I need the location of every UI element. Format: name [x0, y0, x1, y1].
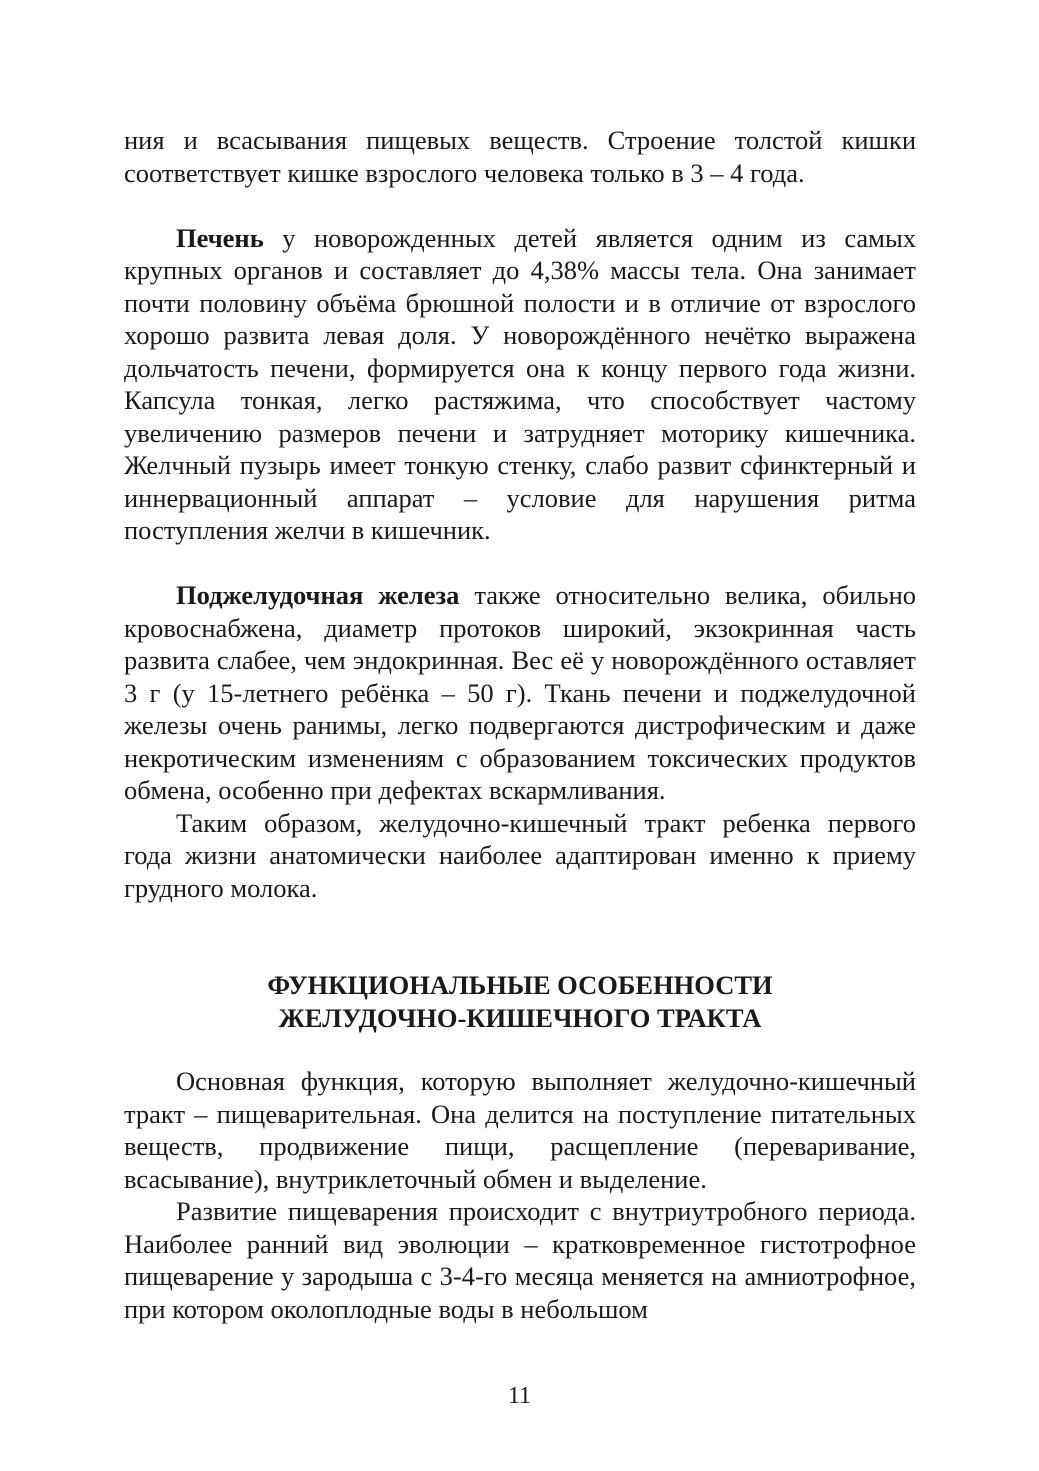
section-heading-line-2: ЖЕЛУДОЧНО-КИШЕЧНОГО ТРАКТА [278, 1003, 762, 1033]
paragraph-liver [124, 222, 916, 547]
paragraph-digestion-development: Развитие пищеварения происходит с внутриутробного периода. Наиболее ранний вид эволюции – кратковременное гистотрофное пищеварение у зародыша с 3-4-го месяца меняется на амниотрофное, при котором околоплодные воды в небольшом [124, 1196, 916, 1324]
paragraph-intestine-end: ния и всасывания пищевых веществ. Строение толстой кишки соответствует кишке взрослого человека только в 3 – 4 года. [124, 125, 916, 188]
paragraph-conclusion: Таким образом, желудочно-кишечный тракт ребенка первого года жизни анатомически наиболее адаптирован именно к приему грудного молока. [124, 807, 916, 903]
page-number: 11 [507, 1383, 532, 1409]
term-liver: Печень [176, 222, 264, 253]
paragraph-main-function: Основная функция, которую выполняет желудочно-кишечный тракт – пищеварительная. Она делится на поступление питательных веществ, продвижение пищи, расщепление (переваривание, всасывание), внутриклеточный обмен и выделение. [124, 1066, 916, 1194]
page-body [124, 124, 916, 1325]
term-pancreas: Поджелудочная железа [176, 580, 460, 610]
section-heading-line-1: ФУНКЦИОНАЛЬНЫЕ ОСОБЕННОСТИ [267, 970, 773, 1000]
paragraph-pancreas-text: также относительно велика, обильно кровоснабжена, диаметр протоков широкий, экзокринная часть развита слабее, чем эндокринная. Вес её у новорождённого оставляет 3 г (у 15-летнего ребёнка – 50 г). Ткань печени и поджелудочной железы очень ранимы, легко подвергаются дистрофическим и даже некротическим изменениям с образованием токсических продуктов обмена, особенно при дефектах вскармливания. [124, 580, 917, 805]
paragraph-liver-text: у новорожденных детей является одним из самых крупных органов и составляет до 4,38% массы тела. Она занимает почти половину объёма брюшной полости и в отличие от взрослого хорошо развита левая доля. У новорождённого нечётко выражена дольчатость печени, формируется она к концу первого года жизни. Капсула тонкая, легко растяжима, что способствует частому увеличению размеров печени и затрудняет моторику кишечника. Желчный пузырь имеет тонкую стенку, слабо развит сфинктерный и иннервационный аппарат – условие для нарушения ритма поступления желчи в кишечник. [124, 222, 916, 545]
section-heading [124, 969, 916, 1035]
paragraph-pancreas [124, 579, 916, 807]
